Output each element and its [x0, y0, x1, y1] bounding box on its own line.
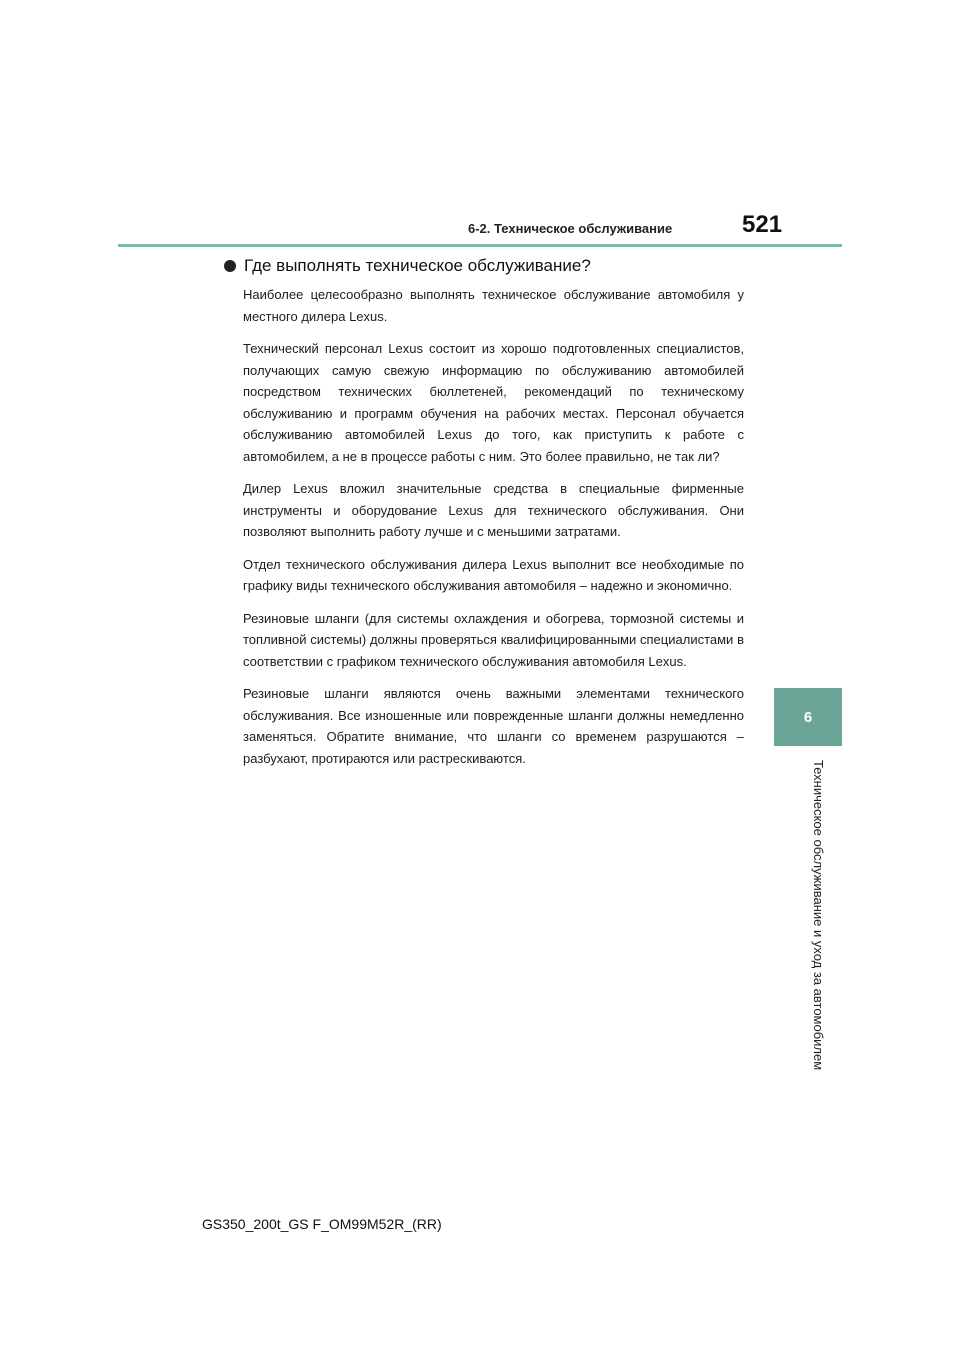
chapter-side-title: Техническое обслуживание и уход за автомобилем [811, 760, 826, 1071]
header-divider [118, 244, 842, 247]
document-code: GS350_200t_GS F_OM99M52R_(RR) [202, 1216, 442, 1232]
paragraph: Отдел технического обслуживания дилера Lexus выполнит все необходимые по графику виды технического обслуживания автомобиля – надежно и экономично. [243, 556, 744, 593]
paragraph: Резиновые шланги (для системы охлаждения и обогрева, тормозной системы и топливной системы) должны проверяться квалифицированными специалистами в соответствии с графиком технического обслуживания автомобиля Lexus. [243, 610, 744, 669]
paragraph: Дилер Lexus вложил значительные средства в специальные фирменные инструменты и оборудование Lexus для технического обслуживания. Они позволяют выполнить работу лучше и с меньшими затратами. [243, 481, 744, 539]
paragraph: Резиновые шланги являются очень важными элементами технического обслуживания. Все изношенные или поврежденные шланги должны немедленно заменяться. Обратите внимание, что шланги со временем разрушаются – разбухают, протираются или растрескиваются. [243, 686, 744, 766]
section-heading [224, 256, 591, 276]
body-text [243, 284, 744, 780]
page-number: 521 [742, 211, 783, 238]
chapter-number: 6 [803, 708, 813, 726]
bullet-icon [224, 260, 236, 272]
chapter-tab [774, 688, 842, 746]
section-heading-text: Где выполнять техническое обслуживание? [244, 256, 591, 275]
paragraph: Технический персонал Lexus состоит из хорошо подготовленных специалистов, получающих самую свежую информацию по обслуживанию автомобилей посредством технических бюллетеней, рекомендаций по техническому обслуживанию и программ обучения на рабочих местах. Персонал обучается обслуживанию автомобилей Lexus до того, как приступить к работе с автомобилем, а не в процессе работы с ним. Это более правильно, не так ли? [243, 341, 744, 464]
paragraph: Наиболее целесообразно выполнять техническое обслуживание автомобиля у местного дилера Lexus. [243, 287, 744, 324]
header-section-title: 6-2. Техническое обслуживание [468, 221, 673, 236]
